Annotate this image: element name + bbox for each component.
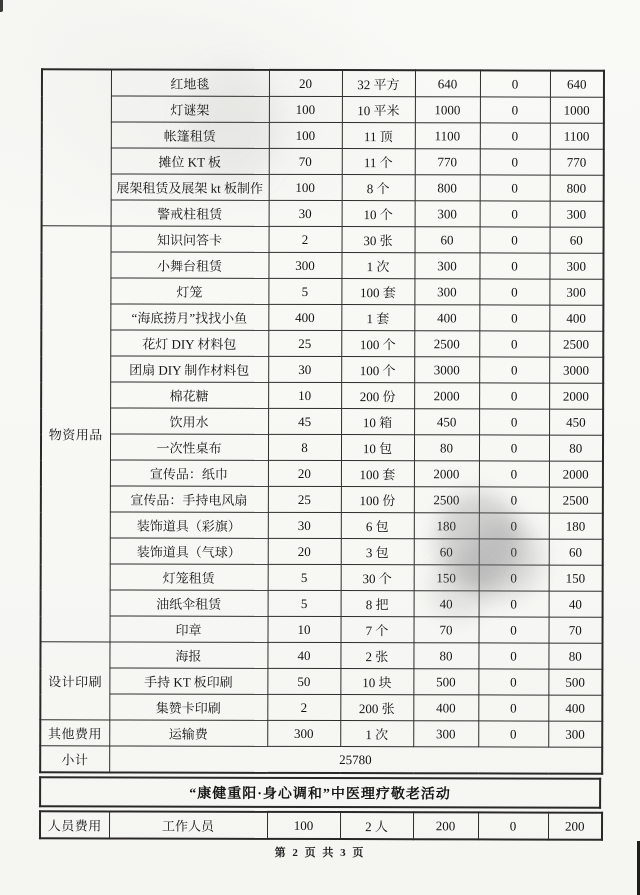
table-row — [41, 252, 603, 279]
deduction-cell: 0 — [479, 591, 549, 617]
item-name-cell: 一次性桌布 — [110, 434, 268, 460]
subtotal-value-cell: 25780 — [109, 746, 602, 774]
unit-price-cell: 45 — [268, 408, 341, 434]
total-cell: 80 — [548, 643, 602, 669]
total-cell: 2500 — [549, 487, 603, 513]
item-name-cell: 宣传品：手持电风扇 — [110, 486, 268, 512]
quantity-cell: 10 个 — [342, 201, 415, 227]
unit-price-cell: 100 — [269, 96, 342, 122]
item-name-cell: 展架租赁及展架 kt 板制作 — [111, 174, 269, 200]
unit-price-cell: 2 — [267, 694, 340, 720]
personnel-table — [39, 810, 603, 840]
table-row — [41, 434, 603, 461]
amount-cell: 70 — [413, 617, 478, 643]
total-cell: 640 — [550, 71, 604, 98]
amount-cell: 1100 — [415, 123, 480, 149]
deduction-cell: 0 — [478, 812, 548, 839]
table-row — [41, 304, 603, 331]
item-name-cell: 集赞卡印刷 — [109, 694, 267, 720]
quantity-cell: 10 箱 — [341, 409, 414, 435]
deduction-cell: 0 — [478, 617, 548, 643]
quantity-cell: 200 张 — [340, 695, 413, 721]
amount-cell: 60 — [415, 227, 480, 253]
deduction-cell: 0 — [480, 227, 550, 253]
deduction-cell: 0 — [479, 487, 549, 513]
quantity-cell: 100 套 — [341, 461, 414, 487]
item-name-cell: 摊位 KT 板 — [111, 148, 269, 174]
amount-cell: 80 — [414, 435, 479, 461]
quantity-cell: 30 张 — [342, 227, 415, 253]
subtotal-row — [40, 746, 602, 774]
amount-cell: 300 — [415, 201, 480, 227]
unit-price-cell: 100 — [269, 174, 342, 200]
page-number: 第 2 页 共 3 页 — [274, 847, 366, 859]
item-name-cell: 灯笼租赁 — [110, 564, 268, 590]
table-row — [41, 356, 603, 383]
amount-cell: 500 — [413, 669, 478, 695]
amount-cell: 3000 — [414, 357, 479, 383]
subtotal-section — [40, 746, 602, 774]
total-cell: 1000 — [550, 97, 604, 123]
deduction-cell: 0 — [480, 97, 550, 123]
table-row — [42, 148, 604, 175]
unit-price-cell: 5 — [268, 590, 341, 616]
amount-cell: 2000 — [414, 383, 479, 409]
category-cell: 其他费用 — [40, 720, 109, 746]
amount-cell: 40 — [414, 591, 479, 617]
total-cell: 200 — [548, 813, 602, 840]
total-cell: 1100 — [550, 123, 604, 149]
amount-cell: 2500 — [414, 487, 479, 513]
quantity-cell: 30 个 — [341, 565, 414, 591]
deduction-cell: 0 — [479, 279, 549, 305]
table-row — [40, 668, 602, 695]
quantity-cell: 11 顶 — [342, 123, 415, 149]
total-cell: 150 — [549, 565, 603, 591]
deduction-cell: 0 — [479, 513, 549, 539]
deduction-cell: 0 — [479, 253, 549, 279]
scan-corner-artifact — [0, 0, 3, 12]
deduction-cell: 0 — [479, 305, 549, 331]
quantity-cell: 8 把 — [341, 591, 414, 617]
total-cell: 800 — [550, 175, 604, 201]
table-row — [41, 278, 603, 305]
total-cell: 80 — [549, 435, 603, 461]
unit-price-cell: 300 — [267, 720, 340, 746]
table-row — [42, 122, 604, 149]
item-name-cell: 装饰道具（彩旗） — [110, 512, 268, 538]
table-row — [41, 564, 603, 591]
unit-price-cell: 400 — [268, 304, 341, 330]
category-cell: 物资用品 — [40, 226, 110, 642]
amount-cell: 150 — [414, 565, 479, 591]
quantity-cell: 200 份 — [341, 383, 414, 409]
category-cell: 人员费用 — [40, 811, 109, 838]
item-name-cell: 知识问答卡 — [111, 226, 269, 252]
table-row — [40, 642, 602, 669]
amount-cell: 300 — [414, 253, 479, 279]
personnel-table-body — [40, 811, 602, 839]
unit-price-cell: 30 — [268, 356, 341, 382]
total-cell: 70 — [548, 617, 602, 643]
total-cell: 400 — [549, 305, 603, 331]
deduction-cell: 0 — [480, 201, 550, 227]
item-name-cell: 帐篷租赁 — [111, 122, 269, 148]
deduction-cell: 0 — [478, 669, 548, 695]
deduction-cell: 0 — [480, 175, 550, 201]
table-row — [41, 538, 603, 565]
total-cell: 180 — [549, 513, 603, 539]
table-row — [41, 330, 603, 357]
amount-cell: 400 — [414, 305, 479, 331]
table-row — [42, 226, 604, 253]
unit-price-cell: 300 — [268, 252, 341, 278]
table-row — [41, 460, 603, 487]
item-name-cell: 油纸伞租赁 — [110, 590, 268, 616]
deduction-cell: 0 — [479, 331, 549, 357]
unit-price-cell: 25 — [268, 330, 341, 356]
deduction-cell: 0 — [479, 461, 549, 487]
amount-cell: 1000 — [415, 97, 480, 123]
unit-price-cell: 100 — [269, 122, 342, 148]
total-cell: 300 — [549, 253, 603, 279]
table-row — [41, 486, 603, 513]
unit-price-cell: 20 — [268, 460, 341, 486]
item-name-cell: 红地毯 — [111, 69, 269, 96]
activity-banner-table — [39, 776, 601, 808]
amount-cell: 640 — [415, 70, 480, 97]
item-name-cell: “海底捞月”找找小鱼 — [110, 304, 268, 330]
table-row — [40, 720, 602, 747]
deduction-cell: 0 — [479, 565, 549, 591]
item-name-cell: 工作人员 — [109, 811, 267, 838]
quantity-cell: 3 包 — [341, 539, 414, 565]
deduction-cell: 0 — [480, 70, 550, 97]
deduction-cell: 0 — [479, 383, 549, 409]
item-name-cell: 印章 — [109, 616, 267, 642]
total-cell: 300 — [548, 721, 602, 747]
total-cell: 770 — [550, 149, 604, 175]
deduction-cell: 0 — [478, 721, 548, 747]
total-cell: 2500 — [549, 331, 603, 357]
unit-price-cell: 5 — [268, 278, 341, 304]
deduction-cell: 0 — [478, 643, 548, 669]
amount-cell: 2500 — [414, 331, 479, 357]
amount-cell: 2000 — [414, 461, 479, 487]
activity-banner-row — [40, 777, 600, 807]
quantity-cell: 7 个 — [340, 617, 413, 643]
unit-price-cell: 25 — [268, 486, 341, 512]
quantity-cell: 1 套 — [341, 305, 414, 331]
item-name-cell: 棉花糖 — [110, 382, 268, 408]
unit-price-cell: 50 — [267, 668, 340, 694]
unit-price-cell: 5 — [268, 564, 341, 590]
unit-price-cell: 20 — [269, 70, 342, 97]
amount-cell: 300 — [413, 721, 478, 747]
quantity-cell: 100 个 — [341, 357, 414, 383]
budget-table — [39, 68, 605, 774]
quantity-cell: 10 块 — [340, 669, 413, 695]
unit-price-cell: 30 — [268, 512, 341, 538]
total-cell: 400 — [548, 695, 602, 721]
table-row — [41, 408, 603, 435]
item-name-cell: 手持 KT 板印刷 — [109, 668, 267, 694]
activity-title-cell: “康健重阳·身心调和”中医理疗敬老活动 — [40, 777, 600, 807]
table-row — [42, 174, 604, 201]
category-cell — [42, 69, 111, 226]
unit-price-cell: 10 — [268, 382, 341, 408]
total-cell: 3000 — [549, 357, 603, 383]
item-name-cell: 宣传品：纸巾 — [110, 460, 268, 486]
deduction-cell: 0 — [480, 149, 550, 175]
quantity-cell: 1 次 — [341, 253, 414, 279]
amount-cell: 200 — [413, 812, 478, 839]
item-name-cell: 花灯 DIY 材料包 — [110, 330, 268, 356]
deduction-cell: 0 — [478, 695, 548, 721]
deduction-cell: 0 — [479, 435, 549, 461]
item-name-cell: 海报 — [109, 642, 267, 668]
table-row — [41, 590, 603, 617]
amount-cell: 450 — [414, 409, 479, 435]
unit-price-cell: 40 — [267, 642, 340, 668]
table-row — [42, 96, 604, 123]
total-cell: 450 — [549, 409, 603, 435]
unit-price-cell: 100 — [267, 812, 340, 839]
amount-cell: 300 — [414, 279, 479, 305]
quantity-cell: 8 个 — [342, 175, 415, 201]
category-cell: 设计印刷 — [40, 642, 109, 720]
unit-price-cell: 70 — [269, 148, 342, 174]
deduction-cell: 0 — [479, 539, 549, 565]
deduction-cell: 0 — [479, 409, 549, 435]
total-cell: 300 — [549, 279, 603, 305]
amount-cell: 180 — [414, 513, 479, 539]
quantity-cell: 11 个 — [342, 149, 415, 175]
total-cell: 40 — [549, 591, 603, 617]
quantity-cell: 2 人 — [340, 812, 413, 839]
quantity-cell: 100 套 — [341, 279, 414, 305]
unit-price-cell: 2 — [269, 226, 342, 252]
quantity-cell: 32 平方 — [342, 70, 415, 97]
subtotal-label-cell: 小计 — [40, 746, 109, 773]
quantity-cell: 100 份 — [341, 487, 414, 513]
item-name-cell: 小舞台租赁 — [110, 252, 268, 278]
item-name-cell: 警戒柱租赁 — [111, 200, 269, 226]
quantity-cell: 6 包 — [341, 513, 414, 539]
quantity-cell: 100 个 — [341, 331, 414, 357]
unit-price-cell: 20 — [268, 538, 341, 564]
total-cell: 2000 — [549, 461, 603, 487]
total-cell: 300 — [550, 201, 604, 227]
amount-cell: 770 — [415, 149, 480, 175]
table-row — [40, 694, 602, 721]
budget-table-body — [40, 69, 604, 747]
total-cell: 2000 — [549, 383, 603, 409]
item-name-cell: 装饰道具（气球） — [110, 538, 268, 564]
item-name-cell: 团扇 DIY 制作材料包 — [110, 356, 268, 382]
table-row — [41, 512, 603, 539]
amount-cell: 800 — [415, 175, 480, 201]
item-name-cell: 灯笼 — [110, 278, 268, 304]
total-cell: 60 — [549, 539, 603, 565]
unit-price-cell: 30 — [269, 200, 342, 226]
total-cell: 500 — [548, 669, 602, 695]
table-row — [40, 811, 602, 839]
item-name-cell: 运输费 — [109, 720, 267, 746]
quantity-cell: 10 平米 — [342, 97, 415, 123]
unit-price-cell: 10 — [267, 616, 340, 642]
table-row — [42, 69, 604, 97]
item-name-cell: 饮用水 — [110, 408, 268, 434]
unit-price-cell: 8 — [268, 434, 341, 460]
amount-cell: 80 — [413, 643, 478, 669]
quantity-cell: 2 张 — [340, 643, 413, 669]
document-content — [39, 68, 603, 840]
quantity-cell: 1 次 — [340, 721, 413, 747]
table-row — [40, 616, 602, 643]
total-cell: 60 — [550, 227, 604, 253]
amount-cell: 400 — [413, 695, 478, 721]
amount-cell: 60 — [414, 539, 479, 565]
deduction-cell: 0 — [480, 123, 550, 149]
table-row — [42, 200, 604, 227]
deduction-cell: 0 — [479, 357, 549, 383]
item-name-cell: 灯谜架 — [111, 96, 269, 122]
table-row — [41, 382, 603, 409]
quantity-cell: 10 包 — [341, 435, 414, 461]
